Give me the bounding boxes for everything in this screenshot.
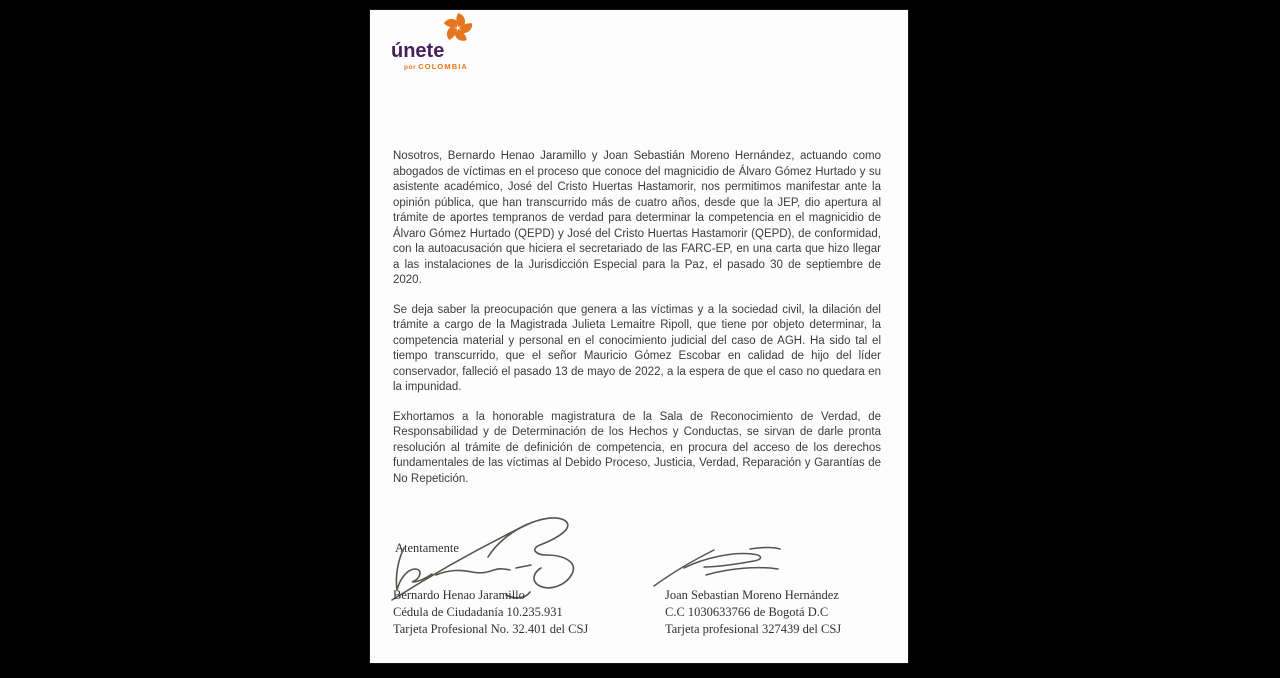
- tagline-country: COLOMBIA: [418, 62, 468, 71]
- paragraph-1: Nosotros, Bernardo Henao Jaramillo y Joan Sebastián Moreno Hernández, actuando como abogados de víctimas en el proceso que conoce del magnicidio de Álvaro Gómez Hurtado y su asistente académico, José del Cristo Huertas Hastamorir, nos permitimos manifestar ante la opinión pública, que han transcurrido más de cuatro años, desde que la JEP, dio apertura al trámite de aportes tempranos de verdad para determinar la competencia en el magnicidio de Álvaro Gómez Hurtado (QEPD) y José del Cristo Huertas Hastamorir (QEPD), de conformidad, con la autoacusación que hiciera el secretariado de las FARC-EP, en una carta que hizo llegar a las instalaciones de la Jurisdicción Especial para la Paz, el pasado 30 de septiembre de 2020.: [393, 150, 881, 286]
- letter-body: [393, 149, 881, 487]
- signatory-id: C.C 1030633766 de Bogotá D.C: [665, 605, 829, 619]
- paragraph-3: Exhortamos a la honorable magistratura de la Sala de Reconocimiento de Verdad, de Responsabilidad y de Determinación de los Hechos y Conductas, se sirvan de darle pronta resolución al trámite de definición de competencia, en procura del acceso de los derechos fundamentales de las víctimas al Debido Proceso, Justicia, Verdad, Reparación y Garantías de No Repetición.: [393, 410, 881, 485]
- signatory-block-bernardo: [393, 587, 588, 638]
- signatory-license: Tarjeta profesional 327439 del CSJ: [665, 622, 842, 636]
- signatory-license: Tarjeta Profesional No. 32.401 del CSJ: [393, 622, 589, 636]
- signatory-block-joan: [665, 587, 841, 638]
- signatory-name: Joan Sebastian Moreno Hernández: [665, 588, 839, 602]
- letter-page: [370, 10, 908, 663]
- tagline-prefix: por: [404, 64, 417, 71]
- signatory-name: Bernardo Henao Jaramillo: [393, 588, 525, 602]
- signature-joan-moreno-icon: [650, 542, 802, 592]
- brand-wordmark: únete: [391, 40, 445, 62]
- signatory-id: Cédula de Ciudadanía 10.235.931: [393, 605, 563, 619]
- paragraph-2: Se deja saber la preocupación que genera a las víctimas y a la sociedad civil, la dilación del trámite a cargo de la Magistrada Julieta Lemaitre Ripoll, que tiene por objeto determinar, la competencia material y personal en el conocimiento judicial del caso de AGH. Ha sido tal el tiempo transcurrido, que el señor Mauricio Gómez Escobar en calidad de hijo del líder conservador, falleció el pasado 13 de mayo de 2022, a la espera de que el caso no quedara en la impunidad.: [393, 303, 881, 393]
- pinwheel-icon: [440, 11, 476, 45]
- brand-tagline: [404, 62, 468, 71]
- unete-logo: [391, 28, 551, 74]
- closing-word: Atentamente: [395, 541, 459, 555]
